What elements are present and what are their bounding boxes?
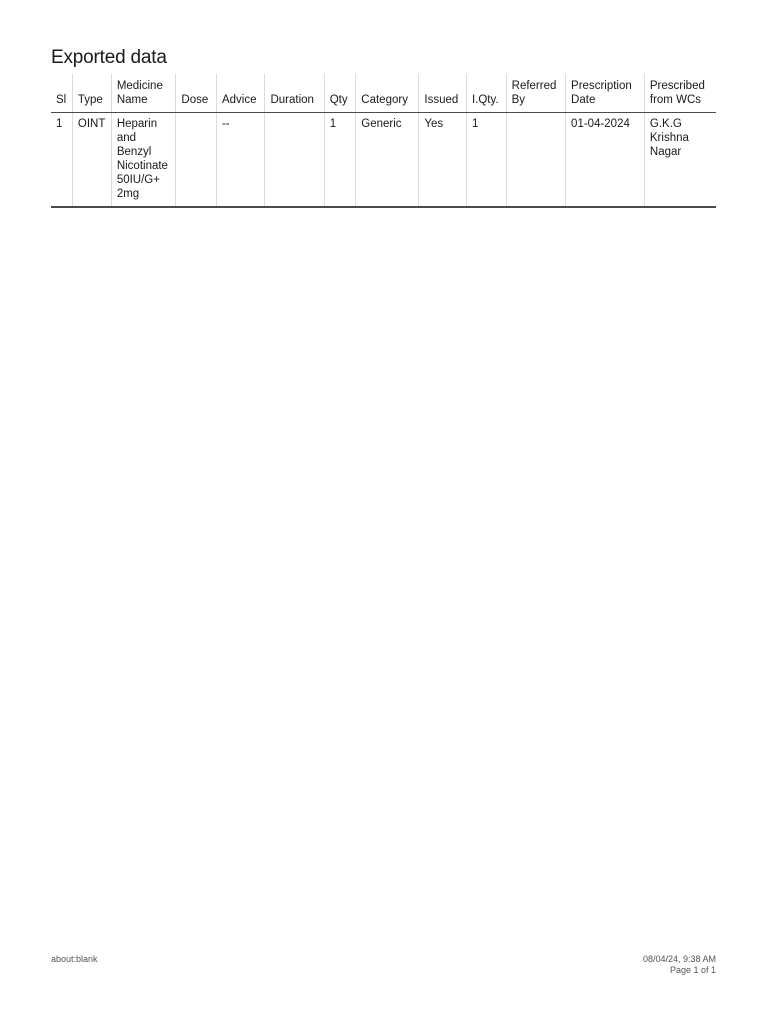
cell-referred-by bbox=[506, 112, 565, 207]
footer-meta bbox=[643, 954, 716, 976]
exported-data-table bbox=[51, 74, 716, 208]
cell-iqty: 1 bbox=[466, 112, 506, 207]
cell-duration bbox=[265, 112, 324, 207]
table-row bbox=[51, 112, 716, 207]
header-duration: Duration bbox=[265, 74, 324, 112]
cell-dose bbox=[176, 112, 217, 207]
header-dose: Dose bbox=[176, 74, 217, 112]
header-issued: Issued bbox=[419, 74, 467, 112]
header-qty: Qty bbox=[324, 74, 356, 112]
header-type: Type bbox=[72, 74, 111, 112]
footer-datetime: 08/04/24, 9:38 AM bbox=[642, 954, 716, 964]
header-prescription-date: Prescription Date bbox=[566, 74, 645, 112]
header-referred-by: Referred By bbox=[506, 74, 565, 112]
header-prescribed-from: Prescribed from WCs bbox=[644, 74, 716, 112]
header-category: Category bbox=[356, 74, 419, 112]
cell-type: OINT bbox=[72, 112, 111, 207]
cell-sl: 1 bbox=[51, 112, 72, 207]
cell-advice: -- bbox=[216, 112, 265, 207]
table-header-row bbox=[51, 74, 716, 112]
header-iqty: I.Qty. bbox=[466, 74, 506, 112]
table-header bbox=[51, 74, 716, 112]
cell-prescribed-from: G.K.G Krishna Nagar bbox=[644, 112, 716, 207]
table-body bbox=[51, 112, 716, 207]
header-advice: Advice bbox=[216, 74, 265, 112]
page-title: Exported data bbox=[51, 47, 167, 68]
footer-page-number: Page 1 of 1 bbox=[669, 965, 716, 975]
cell-issued: Yes bbox=[419, 112, 467, 207]
cell-prescription-date: 01-04-2024 bbox=[566, 112, 645, 207]
cell-medicine-name: Heparin and Benzyl Nicotinate 50IU/G+ 2mg bbox=[111, 112, 176, 207]
header-sl: Sl bbox=[51, 74, 72, 112]
cell-category: Generic bbox=[356, 112, 419, 207]
cell-qty: 1 bbox=[324, 112, 356, 207]
footer-url: about:blank bbox=[51, 954, 98, 964]
header-medicine-name: Medicine Name bbox=[111, 74, 176, 112]
